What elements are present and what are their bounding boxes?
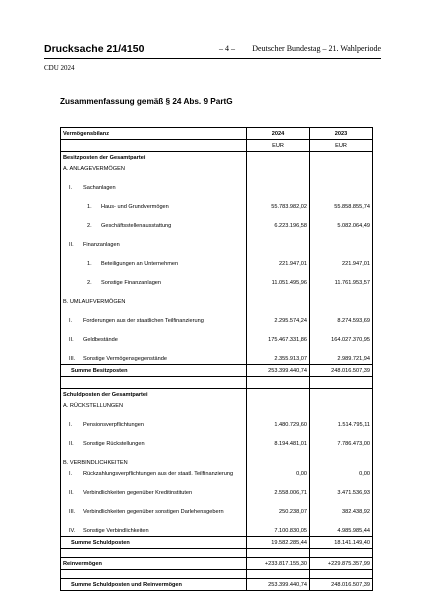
row-num: 2. <box>87 279 92 286</box>
row-num: I. <box>69 317 73 324</box>
value-2023: 55.858.855,74 <box>310 201 373 212</box>
value-2023: 221.947,01 <box>310 258 373 269</box>
value-2024: 1.480.729,60 <box>247 419 310 430</box>
summe-schuld-label: Summe Schuldposten <box>71 539 130 546</box>
group-row <box>61 457 373 468</box>
row-num: III. <box>69 508 76 515</box>
row-label: Rückzahlungsverpflichtungen aus der staatl. Teilfinanzierung <box>83 470 234 477</box>
subgroup-row <box>61 182 373 193</box>
value-2023: 248.016.507,39 <box>310 365 373 377</box>
value-2024: 253.399.440,74 <box>247 365 310 377</box>
section-title: Zusammenfassung gemäß § 24 Abs. 9 PartG <box>60 97 233 106</box>
row-num: I. <box>69 184 73 191</box>
unit-2023: EUR <box>310 140 373 152</box>
table-row <box>61 353 373 365</box>
row-num: II. <box>69 336 74 343</box>
unit-spacer <box>61 140 247 152</box>
reinvermoegen-label: Reinvermögen <box>61 558 247 570</box>
summe-gesamt-label: Summe Schuldposten und Reinvermögen <box>71 581 182 588</box>
row-label: Verbindlichkeiten gegenüber Kreditinstituten <box>83 489 193 496</box>
section-row <box>61 152 373 164</box>
value-2023: 382.438,92 <box>310 506 373 517</box>
header-year-2024: 2024 <box>247 128 310 140</box>
value-2024: 7.100.830,05 <box>247 525 310 537</box>
value-2024: 0,00 <box>247 468 310 479</box>
subgroup-row <box>61 239 373 250</box>
value-2024: 2.295.574,24 <box>247 315 310 326</box>
total-row <box>61 558 373 570</box>
value-2024: 2.355.913,07 <box>247 353 310 365</box>
section-row <box>61 389 373 401</box>
total-row <box>61 579 373 591</box>
value-2023: 248.016.507,39 <box>310 579 373 591</box>
verbindlichkeiten-label: B. VERBINDLICHKEITEN <box>61 457 247 468</box>
row-label: Forderungen aus der staatlichen Teilfinanzierung <box>83 317 204 324</box>
header-year-2023: 2023 <box>310 128 373 140</box>
balance-sheet-table <box>60 127 373 591</box>
page-header <box>44 42 381 59</box>
row-label: Sonstige Rückstellungen <box>83 440 145 447</box>
party-label: CDU 2024 <box>44 64 75 72</box>
value-2024: 253.399.440,74 <box>247 579 310 591</box>
value-2023: 4.985.985,44 <box>310 525 373 537</box>
row-num: 1. <box>87 203 92 210</box>
group-row <box>61 296 373 307</box>
value-2023: 164.027.370,95 <box>310 334 373 345</box>
row-label: Geschäftsstellenausstattung <box>101 222 172 229</box>
row-num: 1. <box>87 260 92 267</box>
table-row <box>61 201 373 212</box>
table-row <box>61 438 373 449</box>
table-row <box>61 258 373 269</box>
unit-2024: EUR <box>247 140 310 152</box>
total-row <box>61 365 373 377</box>
row-label: Verbindlichkeiten gegenüber sonstigen Darlehensgebern <box>83 508 224 515</box>
rueckstellungen-label: A. RÜCKSTELLUNGEN <box>61 400 247 411</box>
value-2024: 250.238,07 <box>247 506 310 517</box>
value-2023: 1.514.795,11 <box>310 419 373 430</box>
table-row <box>61 220 373 231</box>
row-num: I. <box>69 470 73 477</box>
value-2024: 175.467.331,86 <box>247 334 310 345</box>
row-label: Geldbestände <box>83 336 118 343</box>
table-header-row <box>61 128 373 140</box>
table-row <box>61 334 373 345</box>
row-num: II. <box>69 489 74 496</box>
summe-besitz-label: Summe Besitzposten <box>71 367 128 374</box>
row-label: Sachanlagen <box>83 184 116 191</box>
document-number: Drucksache 21/4150 <box>44 43 145 55</box>
schuld-title: Schuldposten der Gesamtpartei <box>61 389 247 401</box>
row-num: II. <box>69 241 74 248</box>
value-2023: 2.989.721,94 <box>310 353 373 365</box>
group-row <box>61 400 373 411</box>
value-2024: 2.558.006,71 <box>247 487 310 498</box>
table-row <box>61 277 373 288</box>
value-2024: 221.947,01 <box>247 258 310 269</box>
value-2024: 55.783.982,02 <box>247 201 310 212</box>
row-num: IV. <box>69 527 76 534</box>
row-num: I. <box>69 421 73 428</box>
row-num: III. <box>69 355 76 362</box>
table-row <box>61 506 373 517</box>
anlage-label: A. ANLAGEVERMÖGEN <box>61 163 247 174</box>
parliament-label: Deutscher Bundestag – 21. Wahlperiode <box>252 44 381 53</box>
value-2024: 19.582.285,44 <box>247 537 310 549</box>
value-2024: 11.051.495,96 <box>247 277 310 288</box>
row-num: 2. <box>87 222 92 229</box>
value-2023: 8.274.593,69 <box>310 315 373 326</box>
table-row <box>61 525 373 537</box>
besitz-title: Besitzposten der Gesamtpartei <box>61 152 247 164</box>
group-row <box>61 163 373 174</box>
page-number: – 4 – <box>219 44 235 53</box>
row-label: Pensionsverpflichtungen <box>83 421 144 428</box>
total-row <box>61 537 373 549</box>
table-row <box>61 487 373 498</box>
table-row <box>61 468 373 479</box>
table-row <box>61 419 373 430</box>
table-row <box>61 315 373 326</box>
row-label: Finanzanlagen <box>83 241 120 248</box>
value-2023: +229.875.357,99 <box>310 558 373 570</box>
header-label: Vermögensbilanz <box>61 128 247 140</box>
umlauf-label: B. UMLAUFVERMÖGEN <box>61 296 247 307</box>
value-2024: 8.194.481,01 <box>247 438 310 449</box>
row-label: Haus- und Grundvermögen <box>101 203 169 210</box>
row-label: Sonstige Verbindlichkeiten <box>83 527 149 534</box>
row-num: II. <box>69 440 74 447</box>
value-2023: 18.141.149,40 <box>310 537 373 549</box>
row-label: Sonstige Vermögensgegenstände <box>83 355 167 362</box>
value-2023: 11.761.953,57 <box>310 277 373 288</box>
value-2024: +233.817.155,30 <box>247 558 310 570</box>
value-2023: 5.082.064,49 <box>310 220 373 231</box>
value-2023: 7.786.473,00 <box>310 438 373 449</box>
row-label: Beteiligungen an Unternehmen <box>101 260 179 267</box>
value-2024: 6.223.196,58 <box>247 220 310 231</box>
value-2023: 3.471.536,93 <box>310 487 373 498</box>
value-2023: 0,00 <box>310 468 373 479</box>
row-label: Sonstige Finanzanlagen <box>101 279 162 286</box>
unit-row <box>61 140 373 152</box>
